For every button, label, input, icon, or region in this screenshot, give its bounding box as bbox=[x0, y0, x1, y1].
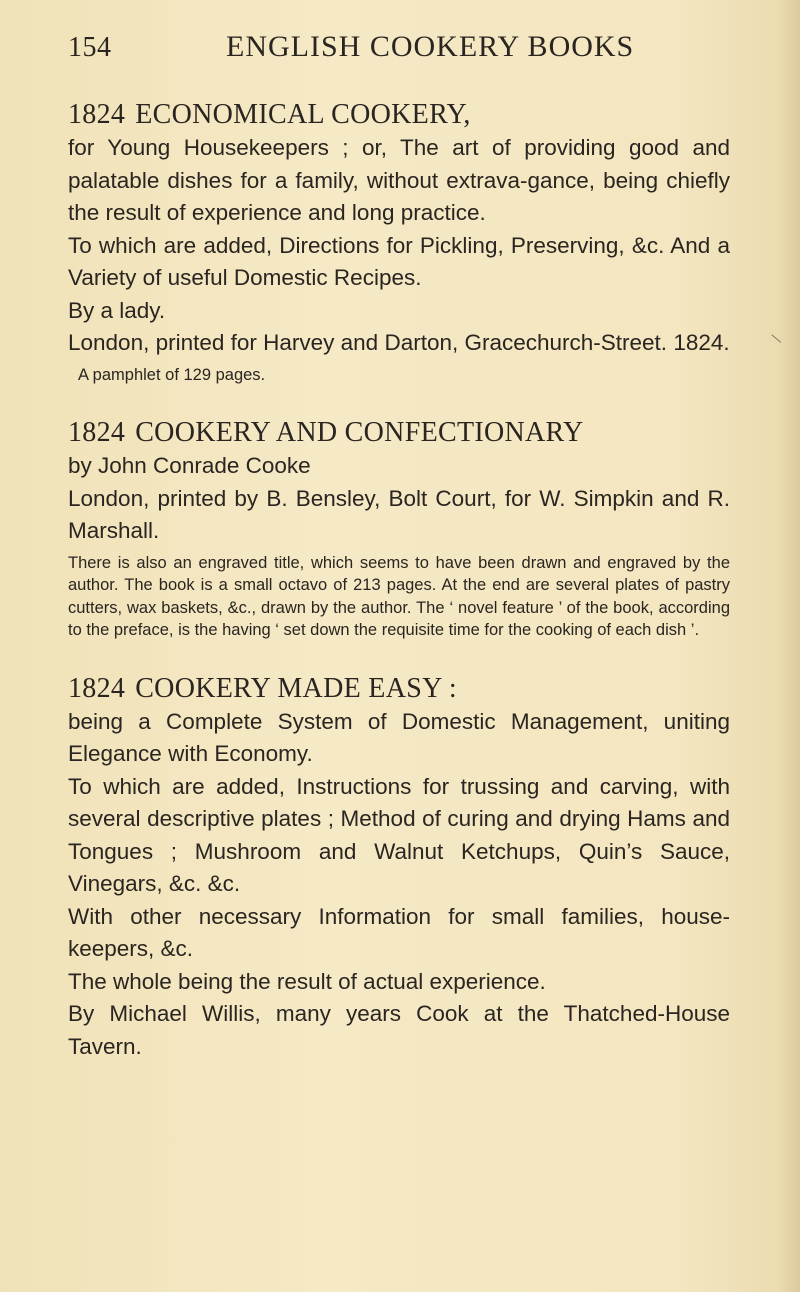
entry-text-line: By a lady. bbox=[68, 297, 166, 323]
page-number: 154 bbox=[68, 32, 112, 63]
entry-cookery-and-confectionary bbox=[68, 416, 730, 642]
entry-title: ECONOMICAL COOKERY, bbox=[135, 99, 471, 130]
entry-text-line: By Michael Willis, many years Cook at the Thatched-House Tavern. bbox=[68, 1001, 730, 1059]
entry-heading bbox=[68, 672, 730, 706]
entry-text-line: With other necessary Information for small families, house-keepers, &c. bbox=[68, 903, 730, 961]
entry-cookery-made-easy bbox=[68, 672, 730, 1064]
entry-text-line: The whole being the result of actual experience. bbox=[68, 968, 546, 994]
entry-heading bbox=[68, 416, 730, 450]
page-content bbox=[68, 98, 730, 1063]
entry-year: 1824 bbox=[68, 672, 126, 704]
running-head bbox=[68, 30, 728, 74]
entry-text-line: To which are added, Instructions for trussing and carving, with several descriptive plates ; Method of curing and drying Hams and Tongues ; Mushroom and Walnut Ketchups, Quin’s Sauce, Vinegars, &c. &c. bbox=[68, 773, 730, 896]
entry-text-line: To which are added, Directions for Pickling, Preserving, &c. And a Variety of useful Domestic Recipes. bbox=[68, 232, 730, 290]
entry-note: A pamphlet of 129 pages. bbox=[78, 365, 266, 384]
entry-text-line: London, printed for Harvey and Darton, Gracechurch-Street. 1824. bbox=[68, 330, 730, 355]
running-head-title: ENGLISH COOKERY BOOKS bbox=[226, 30, 635, 63]
entry-year: 1824 bbox=[68, 99, 126, 130]
page-edge-shadow bbox=[778, 0, 800, 1292]
entry-economical-cookery bbox=[68, 98, 730, 386]
entry-title: COOKERY MADE EASY : bbox=[135, 672, 457, 704]
entry-text-line: London, printed by B. Bensley, Bolt Court, for W. Simpkin and R. Marshall. bbox=[68, 485, 730, 543]
entry-heading bbox=[68, 98, 730, 132]
entry-text-line: by John Conrade Cooke bbox=[68, 453, 311, 478]
entry-title: COOKERY AND CONFECTIONARY bbox=[135, 417, 584, 448]
entry-text-line: being a Complete System of Domestic Management, uniting Elegance with Economy. bbox=[68, 708, 730, 766]
entry-text-line: for Young Housekeepers ; or, The art of providing good and palatable dishes for a family, without extrava-gance, being chiefly the result of experience and long practice. bbox=[68, 135, 730, 225]
entry-note: There is also an engraved title, which seems to have been drawn and engraved by the author. The book is a small octavo of 213 pages. At the end are several plates of pastry cutters, wax baskets, &c., drawn by the author. The ‘ novel feature ’ of the book, according to the preface, is the having ‘ set down the requisite time for the cooking of each dish ’. bbox=[68, 553, 730, 639]
entry-year: 1824 bbox=[68, 417, 126, 448]
